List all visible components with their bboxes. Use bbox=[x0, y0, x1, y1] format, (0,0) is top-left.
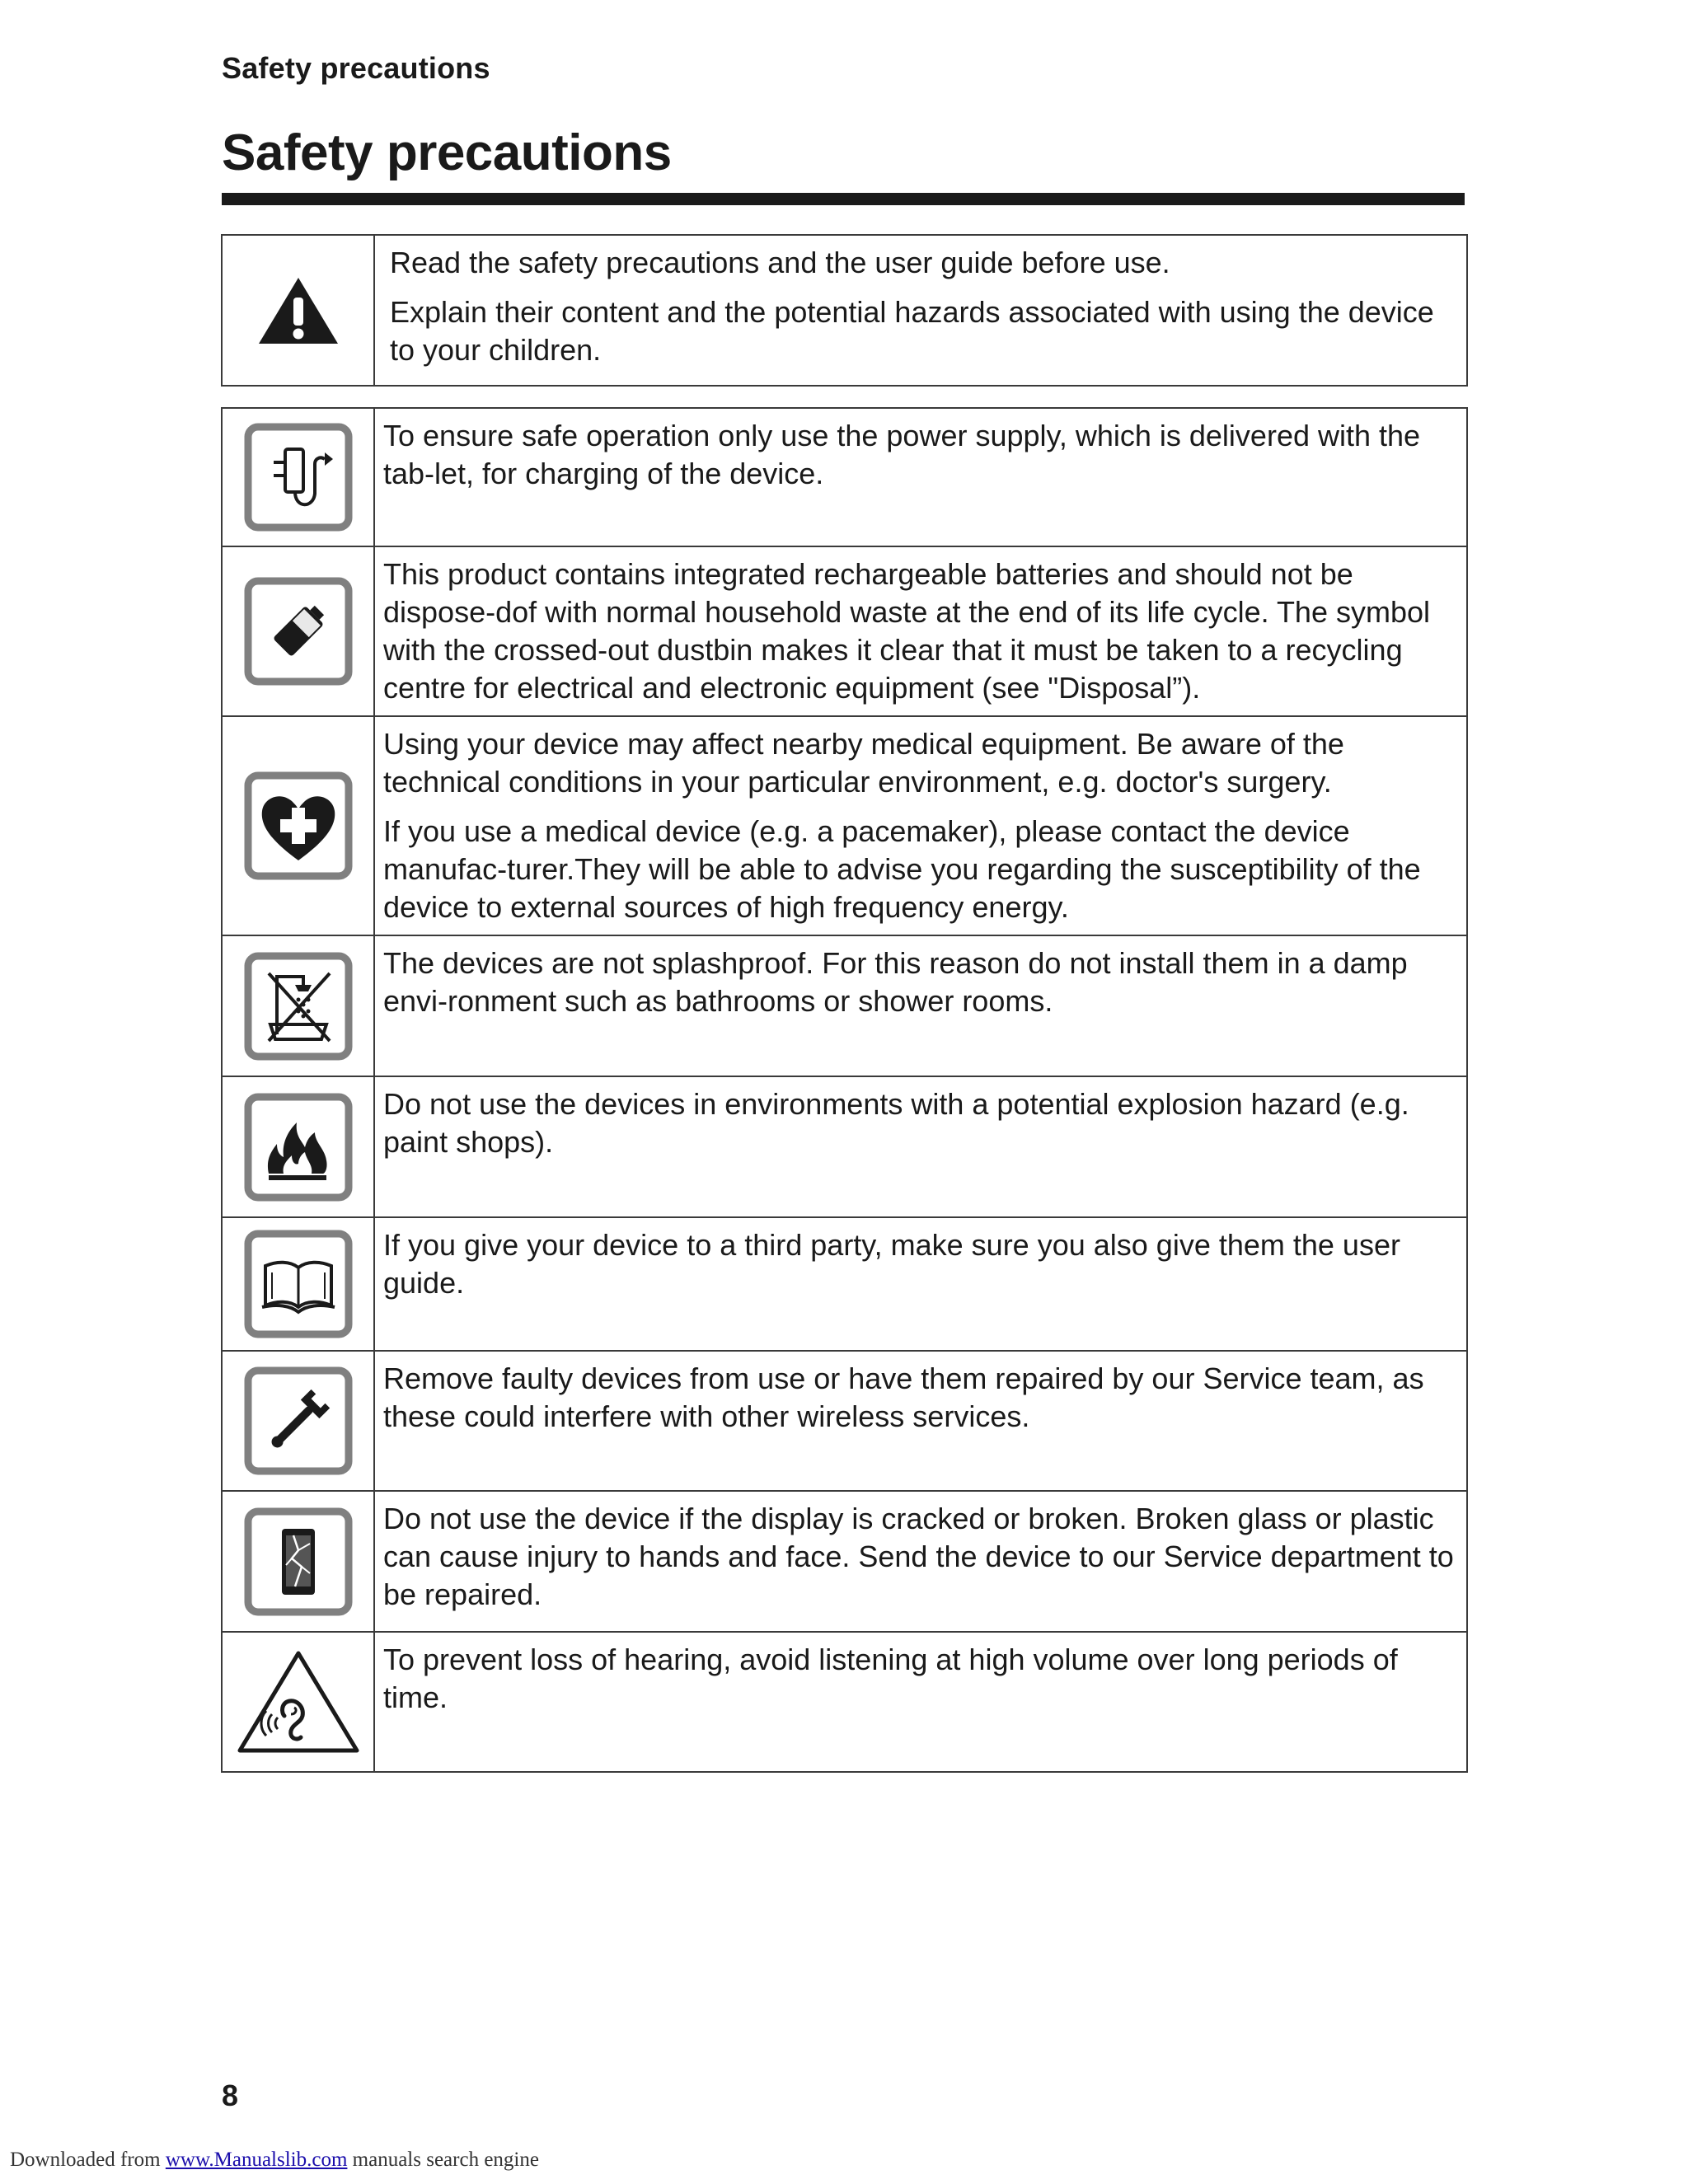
page-title: Safety precautions bbox=[222, 124, 672, 181]
text-cell bbox=[374, 1491, 1467, 1632]
text-cell bbox=[374, 1076, 1467, 1217]
icon-cell bbox=[222, 1632, 374, 1772]
table-row bbox=[222, 546, 1467, 716]
text-cell bbox=[374, 408, 1467, 546]
intro-table bbox=[221, 234, 1468, 387]
table-row bbox=[222, 1491, 1467, 1632]
item-paragraph: If you give your device to a third party, make sure you also give them the user guide. bbox=[383, 1228, 1400, 1300]
text-cell bbox=[374, 716, 1467, 935]
text-cell bbox=[374, 1632, 1467, 1772]
table-row bbox=[222, 1217, 1467, 1351]
download-suffix: manuals search engine bbox=[352, 2149, 539, 2171]
warning-triangle-icon bbox=[257, 276, 340, 345]
hazard-table bbox=[221, 407, 1468, 1773]
text-cell bbox=[374, 1351, 1467, 1491]
text-cell bbox=[374, 546, 1467, 716]
battery-icon bbox=[244, 577, 353, 686]
item-paragraph: To prevent loss of hearing, avoid listening at high volume over long periods of time. bbox=[383, 1643, 1398, 1714]
intro-row bbox=[222, 235, 1467, 386]
item-paragraph: Remove faulty devices from use or have them repaired by our Service team, as these could interfere with other wireless services. bbox=[383, 1361, 1424, 1433]
item-paragraph: If you use a medical device (e.g. a pacemaker), please contact the device manufac-turer.They will be able to advise you regarding the susceptibility of the device to external sources of high frequency energy. bbox=[383, 814, 1421, 924]
icon-cell bbox=[222, 1076, 374, 1217]
download-prefix: Downloaded from bbox=[10, 2149, 161, 2171]
title-rule bbox=[222, 193, 1465, 205]
icon-cell bbox=[222, 1491, 374, 1632]
cracked-display-icon bbox=[244, 1507, 353, 1616]
download-footer bbox=[10, 2149, 539, 2172]
medical-heart-icon bbox=[244, 771, 353, 880]
icon-cell bbox=[222, 935, 374, 1076]
item-paragraph: Do not use the devices in environments with a potential explosion hazard (e.g. paint shops). bbox=[383, 1087, 1409, 1159]
icon-cell bbox=[222, 546, 374, 716]
item-paragraph: Using your device may affect nearby medical equipment. Be aware of the technical conditions in your particular environment, e.g. doctor's surgery. bbox=[383, 727, 1344, 799]
item-paragraph: This product contains integrated rechargeable batteries and should not be dispose-dof with normal household waste at the end of its life cycle. The symbol with the crossed-out dustbin makes it clear that it must be taken to a recycling centre for electrical and electronic equipment (see "Disposal”). bbox=[383, 557, 1431, 705]
intro-paragraph: Explain their content and the potential hazards associated with using the device to your children. bbox=[390, 295, 1434, 367]
page-number: 8 bbox=[222, 2079, 239, 2112]
no-shower-icon bbox=[244, 952, 353, 1061]
table-row bbox=[222, 1351, 1467, 1491]
running-header: Safety precautions bbox=[222, 51, 490, 85]
text-cell bbox=[374, 935, 1467, 1076]
manualslib-link[interactable]: www.Manualslib.com bbox=[165, 2149, 348, 2171]
table-row bbox=[222, 935, 1467, 1076]
intro-icon-cell bbox=[222, 235, 374, 386]
item-paragraph: Do not use the device if the display is cracked or broken. Broken glass or plastic can cause injury to hands and face. Send the device to our Service department to be repaired. bbox=[383, 1502, 1454, 1611]
icon-cell bbox=[222, 1217, 374, 1351]
icon-cell bbox=[222, 408, 374, 546]
intro-text-cell bbox=[374, 235, 1467, 386]
table-row bbox=[222, 1632, 1467, 1772]
item-paragraph: To ensure safe operation only use the power supply, which is delivered with the tab-let, for charging of the device. bbox=[383, 419, 1421, 490]
intro-paragraph: Read the safety precautions and the user guide before use. bbox=[390, 246, 1170, 279]
hearing-warning-icon bbox=[237, 1648, 360, 1755]
item-paragraph: The devices are not splashproof. For this reason do not install them in a damp envi-ronment such as bathrooms or shower rooms. bbox=[383, 946, 1408, 1018]
icon-cell bbox=[222, 716, 374, 935]
wrench-icon bbox=[244, 1366, 353, 1475]
user-guide-book-icon bbox=[244, 1230, 353, 1338]
text-cell bbox=[374, 1217, 1467, 1351]
table-row bbox=[222, 716, 1467, 935]
table-row bbox=[222, 1076, 1467, 1217]
explosion-hazard-icon bbox=[244, 1093, 353, 1202]
icon-cell bbox=[222, 1351, 374, 1491]
table-row bbox=[222, 408, 1467, 546]
power-supply-icon bbox=[244, 423, 353, 532]
